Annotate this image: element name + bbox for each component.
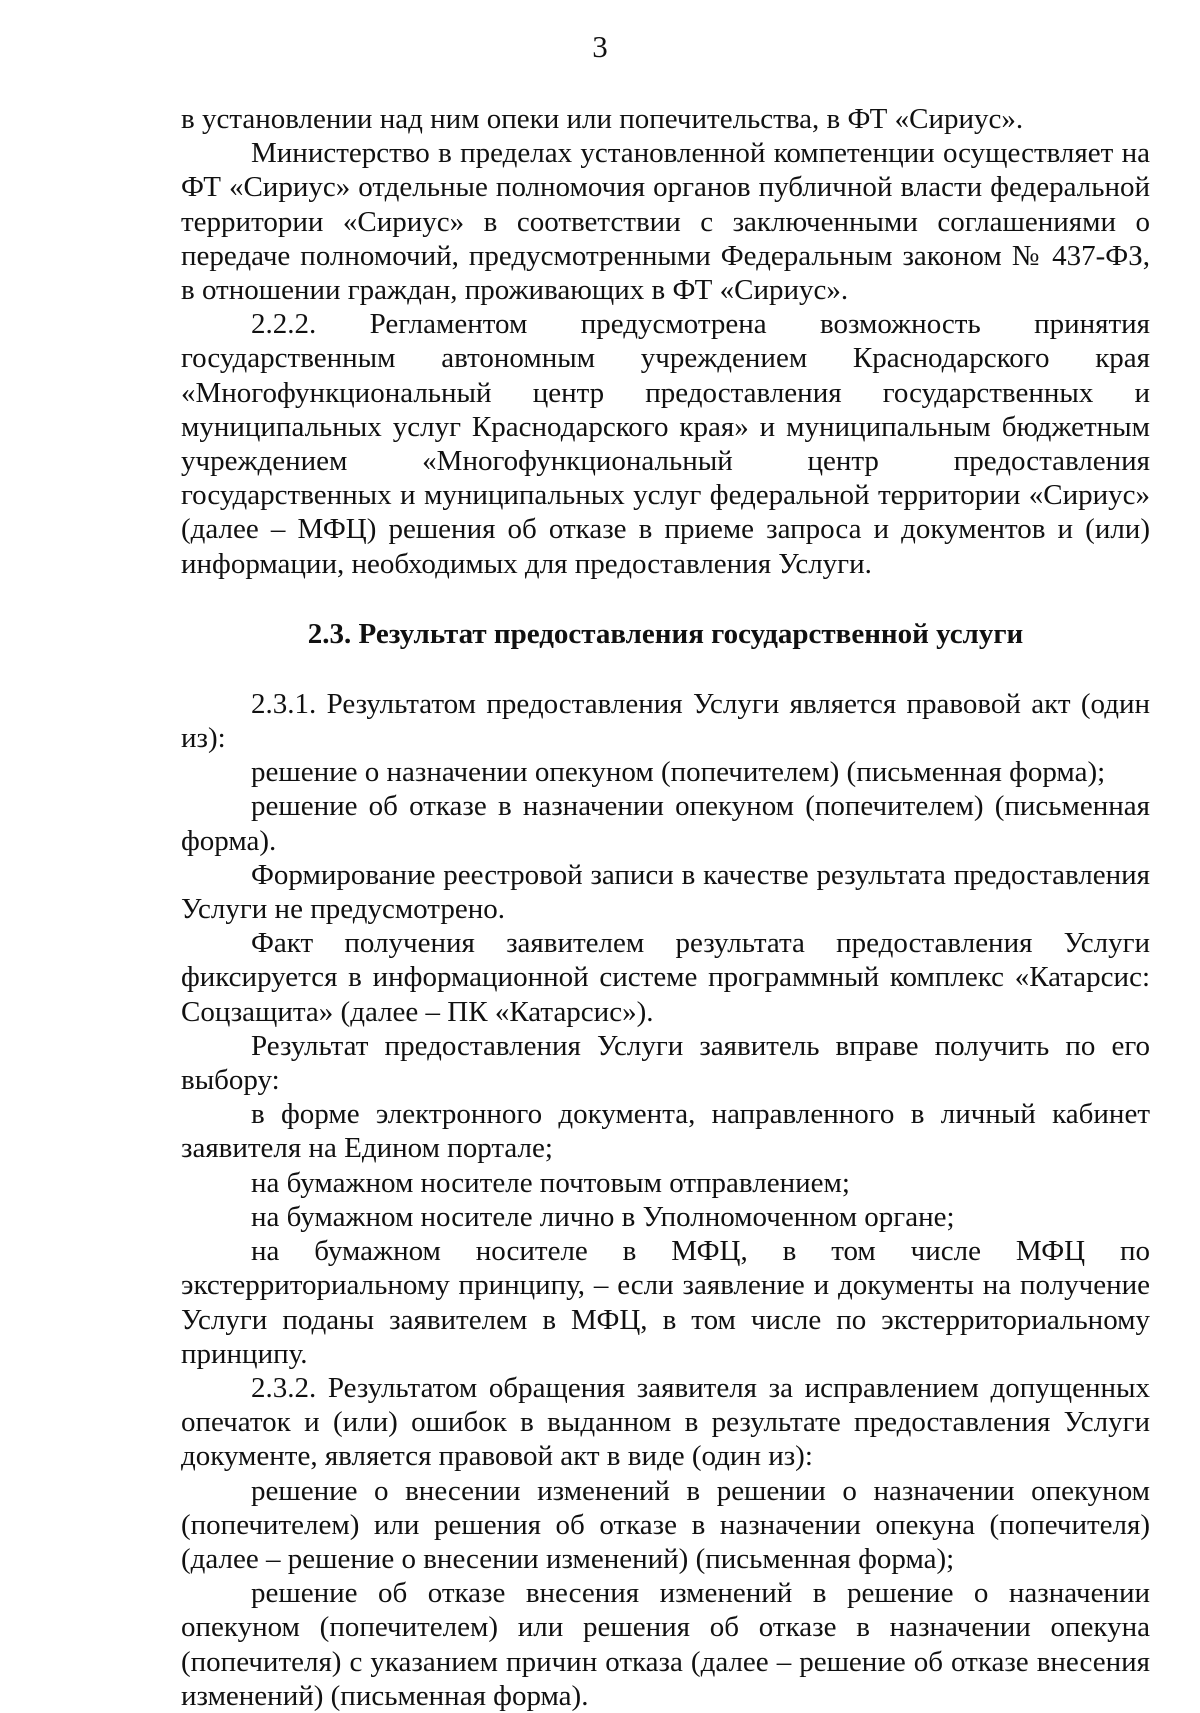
spacer <box>181 581 1150 617</box>
section-heading: 2.3. Результат предоставления государственной услуги <box>307 617 1024 650</box>
page-number: 3 <box>592 29 608 64</box>
list-item: решение об отказе внесения изменений в решение о назначении опекуном (попечителем) или решения об отказе в назначении опекуна (попечителя) с указанием причин отказа (далее – решение об отказе внесения изменений) (письменная форма). <box>181 1577 1150 1712</box>
paragraph: в установлении над ним опеки или попечительства, в ФТ «Сириус». <box>181 103 1024 135</box>
list-item: на бумажном носителе в МФЦ, в том числе МФЦ по экстерриториальному принципу, – если заявление и документы на получение Услуги поданы заявителем в МФЦ, в том числе по экстерриториальному принципу. <box>181 1235 1150 1370</box>
list-item: решение об отказе в назначении опекуном (попечителем) (письменная форма). <box>181 790 1150 857</box>
paragraph: Министерство в пределах установленной компетенции осуществляет на ФТ «Сириус» отдельные полномочия органов публичной власти федеральной территории «Сириус» в соответствии с заключенными соглашениями о передаче полномочий, предусмотренными Федеральным законом № 437-ФЗ, в отношении граждан, проживающих в ФТ «Сириус». <box>181 137 1150 307</box>
paragraph: 2.3.2. Результатом обращения заявителя за исправлением допущенных опечаток и (или) ошибок в выданном в результате предоставления Услуги документе, является правовой акт в виде (один из): <box>181 1371 1150 1473</box>
paragraph: 2.3.1. Результатом предоставления Услуги является правовой акт (один из): <box>181 687 1150 755</box>
document-body <box>181 102 1150 1713</box>
paragraph: Результат предоставления Услуги заявитель вправе получить по его выбору: <box>181 1029 1150 1097</box>
spacer <box>181 651 1150 687</box>
list-item: решение о внесении изменений в решении о назначении опекуном (попечителем) или решения об отказе в назначении опекуна (попечителя) (далее – решение о внесении изменений) (письменная форма); <box>181 1474 1150 1575</box>
paragraph: Формирование реестровой записи в качестве результата предоставления Услуги не предусмотрено. <box>181 858 1150 926</box>
paragraph: Факт получения заявителем результата предоставления Услуги фиксируется в информационной системе программный комплекс «Катарсис: Соцзащита» (далее – ПК «Катарсис»). <box>181 927 1150 1028</box>
list-item: в форме электронного документа, направленного в личный кабинет заявителя на Едином портале; <box>181 1098 1150 1165</box>
list-item: решение о назначении опекуном (попечителем) (письменная форма); <box>251 756 1106 789</box>
paragraph: 2.2.2. Регламентом предусмотрена возможность принятия государственным автономным учреждением Краснодарского края «Многофункциональный центр предоставления государственных и муниципальных услуг Краснодарского края» и муниципальным бюджетным учреждением «Многофункциональный центр предоставления государственных и муниципальных услуг федеральной территории «Сириус» (далее – МФЦ) решения об отказе в приеме запроса и документов и (или) информации, необходимых для предоставления Услуги. <box>181 308 1150 580</box>
list-item: на бумажном носителе лично в Уполномоченном органе; <box>251 1200 955 1233</box>
list-item: на бумажном носителе почтовым отправлением; <box>251 1166 850 1199</box>
